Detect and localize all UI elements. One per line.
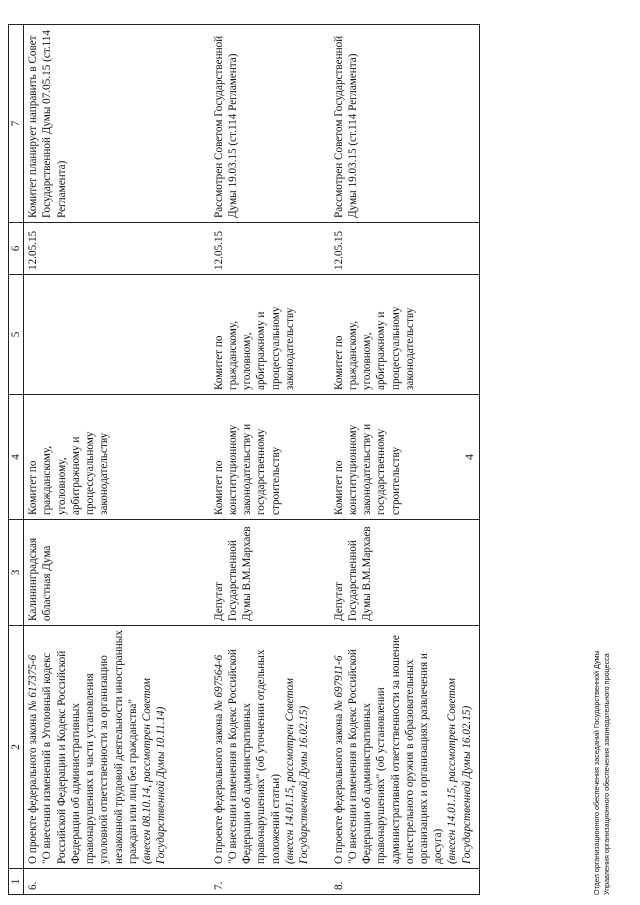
committee-main: Комитет по гражданскому, уголовному, арбитражному и процессуальному законодательству — [24, 395, 210, 520]
row-number: 7. — [210, 869, 330, 895]
column-header: 6 — [9, 223, 24, 275]
bill-title-prefix: О проекте федерального закона — [27, 710, 40, 864]
committee-main: Комитет по конституционному законодательству и государственному строительству — [330, 395, 480, 520]
footer — [592, 650, 611, 895]
bill-description: "О внесении изменения в Кодекс Российской Федерации об административных правонарушениях" (об уточнении отдельных положений статьи) — [226, 649, 282, 864]
review-date: 12.05.15 — [24, 223, 210, 275]
bill-note: (внесен 08.10.14, рассмотрен Советом Государственной Думы 10.11.14) — [140, 678, 168, 864]
column-header: 1 — [9, 869, 24, 895]
bill-number: № 697564-6 — [212, 654, 225, 711]
bill-description: "О внесении изменений в Уголовный кодекс Российской Федерации и Кодекс Российской Федерации об административных правонарушениях в части установления уголовной ответственности за организацию незаконной трудовой деятельности иностранных граждан или лиц без гражданства" — [41, 630, 139, 864]
table-row — [330, 25, 480, 895]
bill-status: Комитет планирует направить в Совет Государственной Думы 07.05.15 (ст.114 Регламента) — [24, 25, 210, 223]
footer-line-1: Отдел организационного обеспечения заседаний Государственной Думы — [592, 650, 601, 895]
bills-table — [8, 24, 480, 895]
bill-number: № 617375-6 — [27, 654, 40, 711]
row-number: 6. — [24, 869, 210, 895]
bill-description-cell — [24, 626, 210, 869]
table-row — [24, 25, 210, 895]
bill-title-prefix: О проекте федерального закона — [332, 710, 345, 864]
committee-main: Комитет по конституционному законодательству и государственному строительству — [210, 395, 330, 520]
committee-co: Комитет по гражданскому, уголовному, арбитражному и процессуальному законодательству — [330, 275, 480, 395]
bill-author: Депутат Государственной Думы В.М.Мархаев — [210, 520, 330, 626]
row-number: 8. — [330, 869, 480, 895]
bill-description: "О внесении изменения в Кодекс Российской Федерации об административных правонарушениях" (об установлении административной ответственности за ношение огнестрельного оружия в образовательных организациях и организациях развлечения и досуга) — [346, 635, 445, 864]
bill-number: № 697911-6 — [332, 655, 345, 711]
table-row — [210, 25, 330, 895]
column-header: 3 — [9, 520, 24, 626]
bill-description-cell — [330, 626, 480, 869]
column-header: 5 — [9, 275, 24, 395]
bill-author: Депутат Государственной Думы В.М.Мархаев — [330, 520, 480, 626]
bill-author: Калининградская областная Дума — [24, 520, 210, 626]
bill-status: Рассмотрен Советом Государственной Думы 19.03.15 (ст.114 Регламента) — [330, 25, 480, 223]
review-date: 12.05.15 — [330, 223, 480, 275]
column-header: 4 — [9, 395, 24, 520]
bill-title-prefix: О проекте федерального закона — [212, 710, 225, 864]
bill-status: Рассмотрен Советом Государственной Думы 19.03.15 (ст.114 Регламента) — [210, 25, 330, 223]
review-date: 12.05.15 — [210, 223, 330, 275]
table-header-row — [9, 25, 24, 895]
committee-co — [24, 275, 210, 395]
bill-description-cell — [210, 626, 330, 869]
committee-co: Комитет по гражданскому, уголовному, арбитражному и процессуальному законодательству — [210, 275, 330, 395]
page-number: 4 — [462, 454, 476, 460]
column-header: 7 — [9, 25, 24, 223]
column-header: 2 — [9, 626, 24, 869]
footer-line-2: Управления организационного обеспечения законодательного процесса — [601, 653, 611, 895]
bill-note: (внесен 14.01.15, рассмотрен Советом Государственной Думы 16.02.15) — [283, 678, 311, 864]
bill-note: (внесен 14.01.15, рассмотрен Советом Государственной Думы 16.02.15) — [446, 678, 473, 864]
